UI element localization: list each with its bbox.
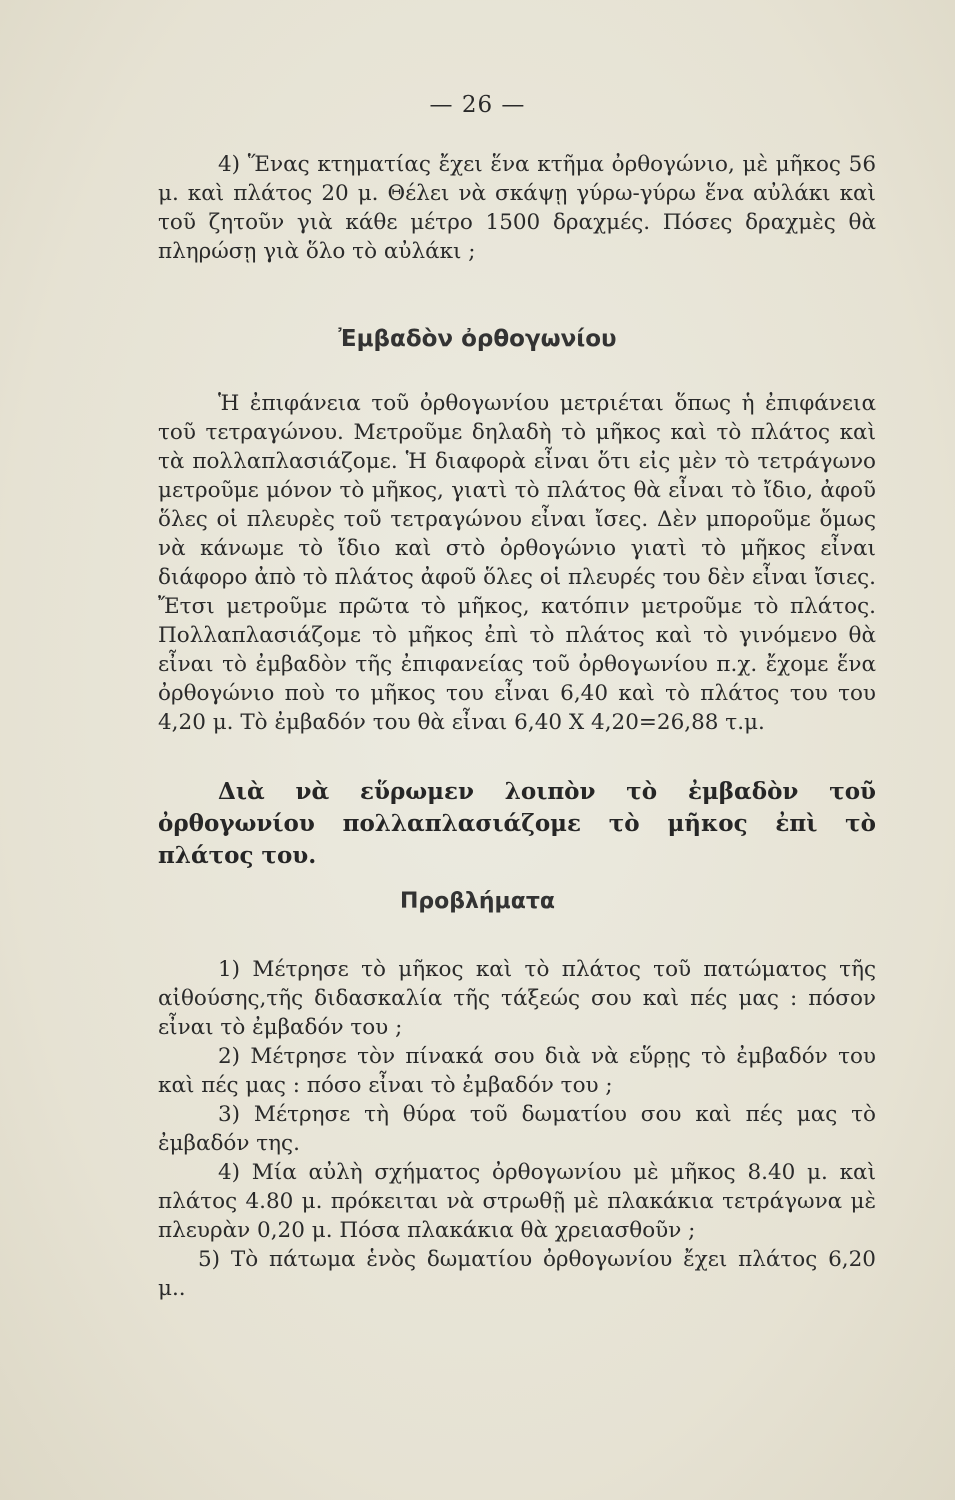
rule-statement (158, 776, 876, 872)
section-heading: Ἐμβαδὸν ὀρθογωνίου (338, 326, 617, 352)
problem-item: 2) Μέτρησε τὸν πίνακά σου διὰ νὰ εὕρῃς τὸ ἐμβαδόν του καὶ πές μας : πόσο εἶναι τὸ ἐμβαδόν του ; (158, 1044, 876, 1098)
problem-item: 3) Μέτρησε τὴ θύρα τοῦ δωματίου σου καὶ πές μας τὸ ἐμβαδόν της. (158, 1102, 876, 1156)
problems-heading: Προβλήματα (399, 889, 556, 914)
problem-4-paragraph (158, 150, 876, 266)
problem-item: 5) Τὸ πάτωμα ἑνὸς δωματίου ὀρθογωνίου ἔχει πλάτος 6,20 μ.. (158, 1247, 876, 1301)
problem-4-text: 4) Ἕνας κτηματίας ἔχει ἕνα κτῆμα ὀρθογώνιο, μὲ μῆκος 56 μ. καὶ πλάτος 20 μ. Θέλει νὰ σκάψῃ γύρω-γύρω ἕνα αὐλάκι καὶ τοῦ ζητοῦν γιὰ κάθε μέτρο 1500 δραχμές. Πόσες δραχμὲς θὰ πληρώσῃ γιὰ ὅλο τὸ αὐλάκι ; (158, 152, 876, 264)
problems-list (158, 955, 876, 1303)
page-number: — 26 — (429, 92, 526, 118)
problem-item: 1) Μέτρησε τὸ μῆκος καὶ τὸ πλάτος τοῦ πατώματος τῆς αἰθούσης,τῆς διδασκαλία τῆς τάξεώς σου καὶ πές μας : πόσον εἶναι τὸ ἐμβαδόν του ; (158, 957, 876, 1040)
problem-item: 4) Μία αὐλὴ σχήματος ὀρθογωνίου μὲ μῆκος 8.40 μ. καὶ πλάτος 4.80 μ. πρόκειται νὰ στρωθῇ μὲ πλακάκια τετράγωνα μὲ πλευρὰν 0,20 μ. Πόσα πλακάκια θὰ χρειασθοῦν ; (158, 1160, 876, 1243)
explanation-paragraph (158, 389, 876, 737)
explanation-text: Ἡ ἐπιφάνεια τοῦ ὀρθογωνίου μετριέται ὅπως ἡ ἐπιφάνεια τοῦ τετραγώνου. Μετροῦμε δηλαδὴ τὸ μῆκος καὶ τὸ πλάτος καὶ τὰ πολλαπλασιάζομε. Ἡ διαφορὰ εἶναι ὅτι εἰς μὲν τὸ τετράγωνο μετροῦμε μόνον τὸ μῆκος, γιατὶ τὸ πλάτος θὰ εἶναι τὸ ἴδιο, ἀφοῦ ὅλες οἱ πλευρὲς τοῦ τετραγώνου εἶναι ἴσες. Δὲν μποροῦμε ὅμως νὰ κάνωμε τὸ ἴδιο καὶ στὸ ὀρθογώνιο γιατὶ τὸ μῆκος εἶναι διάφορο ἀπὸ τὸ πλάτος ἀφοῦ ὅλες οἱ πλευρές του δὲν εἶναι ἴσιες. Ἔτσι μετροῦμε πρῶτα τὸ μῆκος, κατόπιν μετροῦμε τὸ πλάτος. Πολλαπλασιάζομε τὸ μῆκος ἐπὶ τὸ πλάτος καὶ τὸ γινόμενο θὰ εἶναι τὸ ἐμβαδὸν τῆς ἐπιφανείας τοῦ ὀρθογωνίου π.χ. ἔχομε ἕνα ὀρθογώνιο ποὺ το μῆκος του εἶναι 6,40 καὶ τὸ πλάτος του του 4,20 μ. Τὸ ἐμβαδόν του θὰ εἶναι 6,40 X 4,20=26,88 τ.μ. (158, 391, 876, 735)
rule-text: Διὰ νὰ εὕρωμεν λοιπὸν τὸ ἐμβαδὸν τοῦ ὀρθογωνίου πολλαπλασιάζομε τὸ μῆκος ἐπὶ τὸ πλάτος του. (158, 778, 876, 869)
